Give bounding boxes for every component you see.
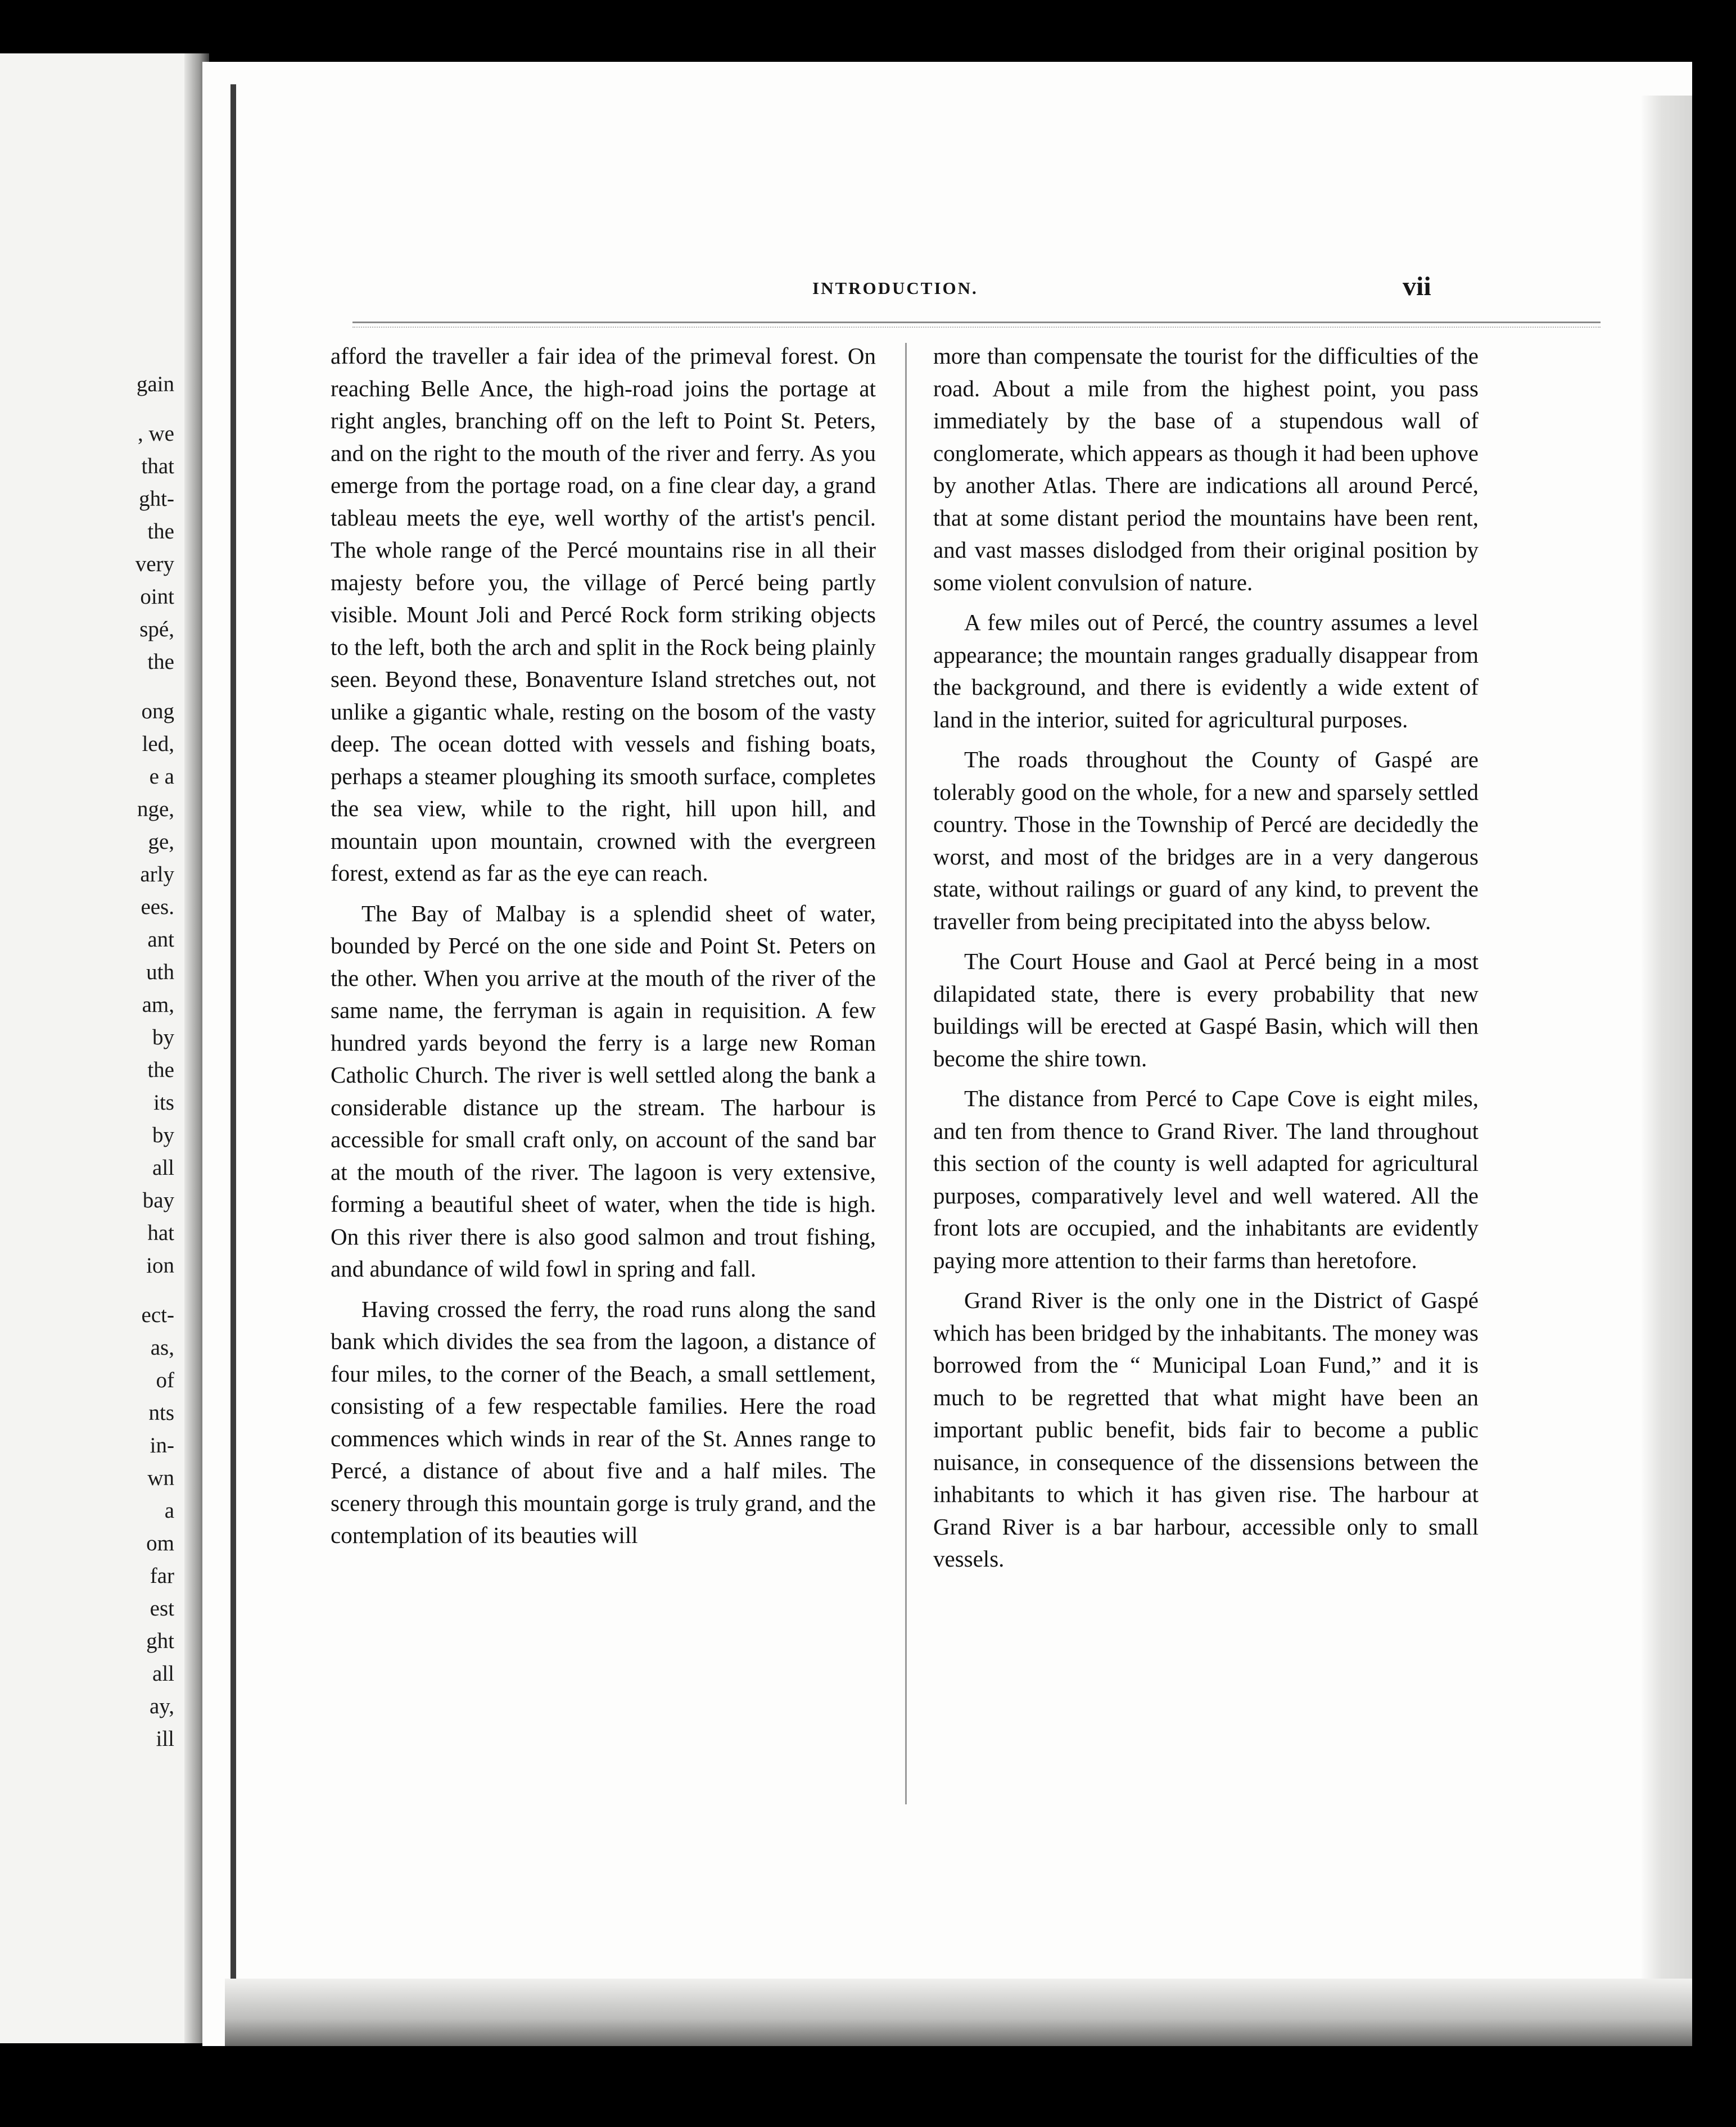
left-fragment: nge, xyxy=(137,797,174,821)
left-fragment: ion xyxy=(146,1253,174,1278)
paragraph: The roads throughout the County of Gaspé are tolerably good on the whole, for a new and sparsely settled country. Those in the Township of Percé are decidedly the worst, and most of the bridges are in a very dangerous state, without railings or guard of any kind, to prevent the traveller from being precipitated into the abyss below. xyxy=(933,746,1479,934)
left-fragment: hat xyxy=(147,1221,174,1245)
left-fragment: as, xyxy=(150,1336,174,1360)
left-fragment: ect- xyxy=(141,1303,174,1327)
left-column xyxy=(331,340,876,1560)
left-fragment: wn xyxy=(147,1466,174,1490)
left-fragment: the xyxy=(147,650,174,674)
left-fragment: the xyxy=(147,1058,174,1082)
left-page-text-fragments xyxy=(28,368,174,1755)
left-fragment: oint xyxy=(140,585,174,609)
left-fragment: am, xyxy=(142,993,174,1017)
left-fragment: ge, xyxy=(148,830,174,854)
gutter-line xyxy=(230,84,236,2007)
paragraph: afford the traveller a fair idea of the primeval forest. On reaching Belle Ance, the high-road joins the portage at right angles, branching off on the left to Point St. Peters, and on the right to the mouth of the river and ferry. As you emerge from the portage road, on a fine clear day, a grand tableau meets the eye, well worthy of the artist's pencil. The whole range of the Percé mountains rise in all their majesty before you, the village of Percé being partly visible. Mount Joli and Percé Rock form striking objects to the left, both the arch and split in the Rock being plainly seen. Beyond these, Bonaventure Island stretches out, not unlike a gigantic whale, resting on the bosom of the vasty deep. The ocean dotted with vessels and fishing boats, perhaps a steamer ploughing its smooth surface, completes the sea view, while to the right, hill upon hill, and mountain upon mountain, crowned with the evergreen forest, extend as far as the eye can reach. xyxy=(331,343,876,886)
left-fragment: gain xyxy=(136,372,174,396)
header-rule xyxy=(352,322,1601,328)
paragraph: The Bay of Malbay is a splendid sheet of water, bounded by Percé on the one side and Point St. Peters on the other. When you arrive at the mouth of the river of the same name, the ferryman is again in requisition. A few hundred yards beyond the ferry is a large new Roman Catholic Church. The river is well settled along the bank a considerable distance up the stream. The harbour is accessible for small craft only, on account of the sand bar at the mouth of the river. The lagoon is very extensive, forming a beautiful sheet of water, when the tide is high. On this river there is also good salmon and trout fishing, and abundance of wild fowl in spring and fall. xyxy=(331,900,876,1282)
left-fragment: ght xyxy=(146,1629,174,1653)
left-fragment: very xyxy=(135,552,174,576)
left-page xyxy=(0,53,209,2043)
left-fragment: all xyxy=(152,1662,174,1686)
bottom-page-edge xyxy=(225,1979,1692,2046)
left-fragment: arly xyxy=(140,862,174,886)
left-fragment: , we xyxy=(138,422,174,446)
left-fragment: uth xyxy=(146,960,174,984)
right-page-edge xyxy=(1642,96,1692,1984)
left-fragment: e a xyxy=(149,764,174,789)
paragraph: Having crossed the ferry, the road runs along the sand bank which divides the sea from the lagoon, a distance of four miles, to the corner of the Beach, a small settlement, consisting of a few respectable families. Here the road commences which winds in rear of the St. Annes range to Percé, a distance of about five and a half miles. The scenery through this mountain gorge is truly grand, and the contemplation of its beauties will xyxy=(331,1296,876,1548)
left-fragment: ant xyxy=(147,927,174,952)
left-fragment: ay, xyxy=(149,1694,174,1718)
left-fragment xyxy=(28,1282,174,1299)
paragraph: The distance from Percé to Cape Cove is eight miles, and ten from thence to Grand River. The land throughout this section of the county is well adapted for agricultural purposes, comparatively level and well watered. All the front lots are occupied, and the inhabitants are evidently paying more attention to their farms than heretofore. xyxy=(933,1085,1479,1273)
left-fragment: bay xyxy=(142,1188,174,1212)
left-fragment: ill xyxy=(156,1727,174,1751)
left-fragment: in- xyxy=(150,1433,174,1458)
right-column xyxy=(933,340,1479,1583)
left-fragment: of xyxy=(156,1368,174,1392)
left-fragment: all xyxy=(152,1156,174,1180)
page-number: vii xyxy=(1403,271,1431,301)
paragraph: The Court House and Gaol at Percé being in a most dilapidated state, there is every probability that new buildings will be erected at Gaspé Basin, which will then become the shire town. xyxy=(933,948,1479,1071)
right-page xyxy=(202,62,1692,2046)
paragraph: more than compensate the tourist for the difficulties of the road. About a mile from the highest point, you pass immediately by the base of a stupendous wall of conglomerate, which appears as though it had been uphove by another Atlas. There are indications all around Percé, that at some distant period the mountains have been rent, and vast masses dislodged from their original position by some violent convulsion of nature. xyxy=(933,343,1479,595)
left-fragment: by xyxy=(152,1025,174,1049)
column-rule xyxy=(905,343,907,1804)
left-fragment: spé, xyxy=(139,617,174,641)
left-fragment: by xyxy=(152,1123,174,1147)
left-fragment: its xyxy=(153,1090,174,1115)
paragraph: Grand River is the only one in the District of Gaspé which has been bridged by the inhabitants. The money was borrowed from the “ Municipal Loan Fund,” and it is much to be regretted that what might have been an important public benefit, bids fair to become a public nuisance, in consequence of the dissensions between the inhabitants to which it has given rise. The harbour at Grand River is a bar harbour, accessible only to small vessels. xyxy=(933,1287,1479,1572)
left-fragment: nts xyxy=(148,1401,174,1425)
running-head: INTRODUCTION. xyxy=(812,278,978,298)
left-fragment xyxy=(28,678,174,695)
left-fragment: om xyxy=(146,1531,174,1555)
left-fragment: est xyxy=(150,1596,174,1621)
left-fragment: ong xyxy=(141,699,174,723)
left-fragment xyxy=(28,401,174,418)
paragraph: A few miles out of Percé, the country assumes a level appearance; the mountain ranges gradually disappear from the background, and there is evidently a wide extent of land in the interior, suited for agricultural purposes. xyxy=(933,609,1479,732)
left-fragment: ght- xyxy=(139,487,174,511)
left-fragment: ees. xyxy=(141,895,174,919)
left-fragment: led, xyxy=(142,732,174,756)
left-fragment: far xyxy=(150,1564,174,1588)
left-fragment: the xyxy=(147,519,174,544)
left-fragment: that xyxy=(141,454,174,478)
left-fragment: a xyxy=(164,1499,174,1523)
